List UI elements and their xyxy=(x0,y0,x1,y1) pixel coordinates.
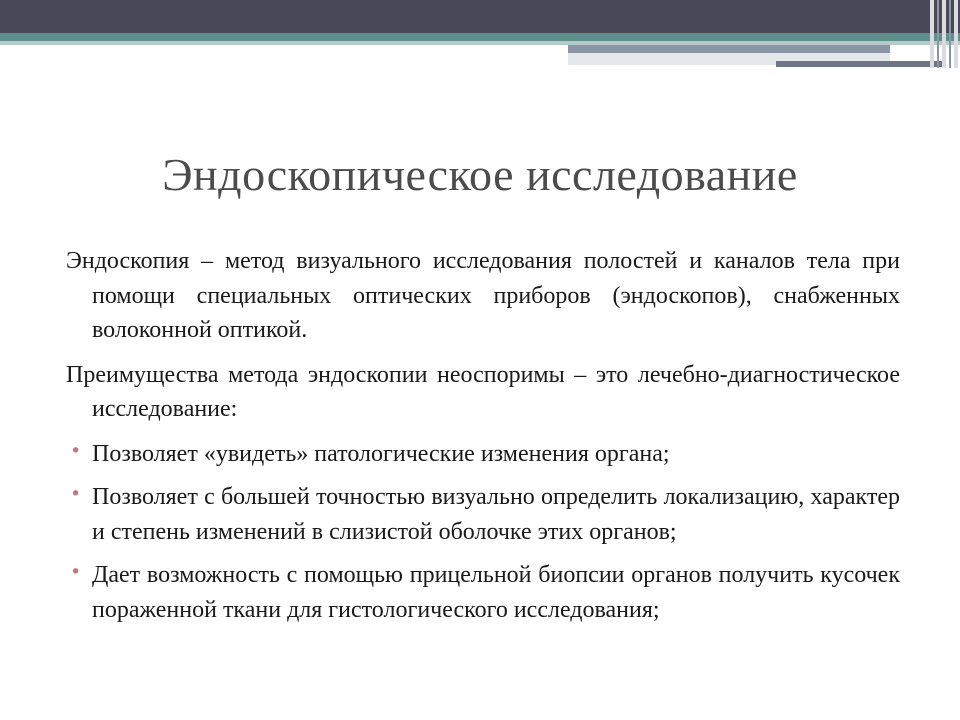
list-item-text: Дает возможность с помощью прицельной биопсии органов получить кусочек пораженной ткани для гистологического исследования; xyxy=(92,562,900,623)
header-stripes xyxy=(930,0,960,68)
paragraph-advantages: Преимущества метода эндоскопии неоспоримы – это лечебно-диагностическое исследование: xyxy=(66,361,900,422)
list-item xyxy=(66,437,900,472)
header-accent-bar-short xyxy=(776,61,944,67)
header-accent-bar xyxy=(568,45,890,53)
header-band-dark xyxy=(0,0,960,33)
slide-body xyxy=(66,244,900,636)
bullet-icon: • xyxy=(70,483,82,505)
bullet-icon: • xyxy=(70,439,82,462)
paragraph-definition: Эндоскопия – метод визуального исследования полостей и каналов тела при помощи специальных оптических приборов (эндоскопов), снабженных волоконной оптикой. xyxy=(66,248,900,343)
slide-title: Эндоскопическое исследование xyxy=(162,149,798,200)
list-item xyxy=(66,480,900,549)
bullet-icon: • xyxy=(70,561,82,583)
header-band-teal xyxy=(0,33,960,41)
list-item-text: Позволяет «увидеть» патологические изменения органа; xyxy=(92,440,670,467)
list-item xyxy=(66,558,900,627)
list-item-text: Позволяет с большей точностью визуально определить локализацию, характер и степень изменений в слизистой оболочке этих органов; xyxy=(92,484,900,545)
